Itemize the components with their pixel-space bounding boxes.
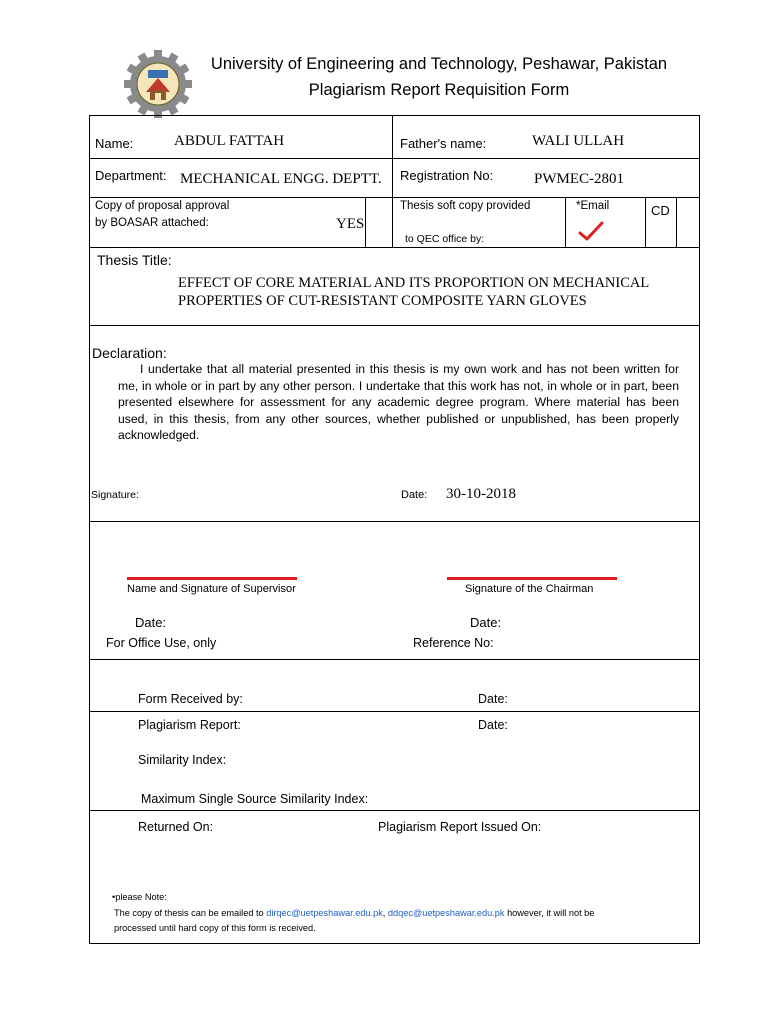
reference-no-label: Reference No: [413,636,494,650]
note-separator: , [382,908,388,918]
declaration-text: I undertake that all material presented in this thesis is my own work and has not been written for me, in whole or in part by any other person. I undertake that this work has not, in whole or in part, been presented elsewhere for assessment for any academic degree program. Where material has been used, in this thesis, from any other sources, whether published or unpublished, has been properly acknowledged. [118,362,679,442]
note-heading: •please Note: [112,892,167,902]
note-line1 [114,906,594,922]
report-issued-on-label: Plagiarism Report Issued On: [378,820,542,834]
note-text-after: however, it will not be [504,908,595,918]
form-received-label: Form Received by: [138,692,243,706]
plagiarism-report-date-label: Date: [478,718,508,732]
proposal-label-line2: by BOASAR attached: [95,217,209,229]
thesis-title-line1: EFFECT OF CORE MATERIAL AND ITS PROPORTION ON MECHANICAL [178,275,650,291]
signature-label: Signature: [91,489,139,501]
thesis-title-line2: PROPERTIES OF CUT-RESISTANT COMPOSITE YARN GLOVES [178,293,587,309]
plagiarism-report-label: Plagiarism Report: [138,718,241,732]
university-name: University of Engineering and Technology, Peshawar, Pakistan [210,55,668,73]
supervisor-signature-line [127,577,297,580]
email-label: *Email [576,200,610,212]
university-gear-logo-icon [122,48,194,120]
supervisor-date-label: Date: [135,615,167,630]
department-value: MECHANICAL ENGG. DEPTT. [180,171,382,187]
checkmark-icon [578,220,604,242]
form-title: Plagiarism Report Requisition Form [308,81,570,99]
supervisor-label: Name and Signature of Supervisor [127,583,296,595]
email-link-ddqec[interactable]: ddqec@uetpeshawar.edu.pk [387,908,505,918]
returned-on-label: Returned On: [138,820,214,834]
thesis-title-label: Thesis Title: [97,252,172,268]
declaration-label: Declaration: [92,345,167,361]
proposal-label-line1: Copy of proposal approval [95,200,230,212]
declaration-date-value: 30-10-2018 [446,486,516,502]
soft-copy-label-line2: to QEC office by: [405,233,485,245]
form-received-date-label: Date: [478,692,508,706]
father-name-value: WALI ULLAH [532,133,625,149]
cd-label: CD [651,203,670,218]
name-value: ABDUL FATTAH [174,133,285,149]
father-name-label: Father's name: [400,136,487,151]
email-link-dirqec[interactable]: dirqec@uetpeshawar.edu.pk [266,908,383,918]
note-line2: processed until hard copy of this form is received. [114,923,316,933]
department-label: Department: [95,168,167,183]
declaration-date-label: Date: [401,489,428,501]
similarity-index-label: Similarity Index: [138,753,227,767]
proposal-value: YES [336,216,365,232]
chairman-label: Signature of the Chairman [465,583,594,595]
chairman-date-label: Date: [470,615,502,630]
max-single-source-label: Maximum Single Source Similarity Index: [141,792,369,806]
soft-copy-label: Thesis soft copy provided [400,200,531,212]
note-text-before: The copy of thesis can be emailed to [114,908,267,918]
chairman-signature-line [447,577,617,580]
name-label: Name: [95,136,134,151]
registration-label: Registration No: [400,168,494,183]
office-use-label: For Office Use, only [106,636,217,650]
registration-value: PWMEC-2801 [534,171,624,187]
